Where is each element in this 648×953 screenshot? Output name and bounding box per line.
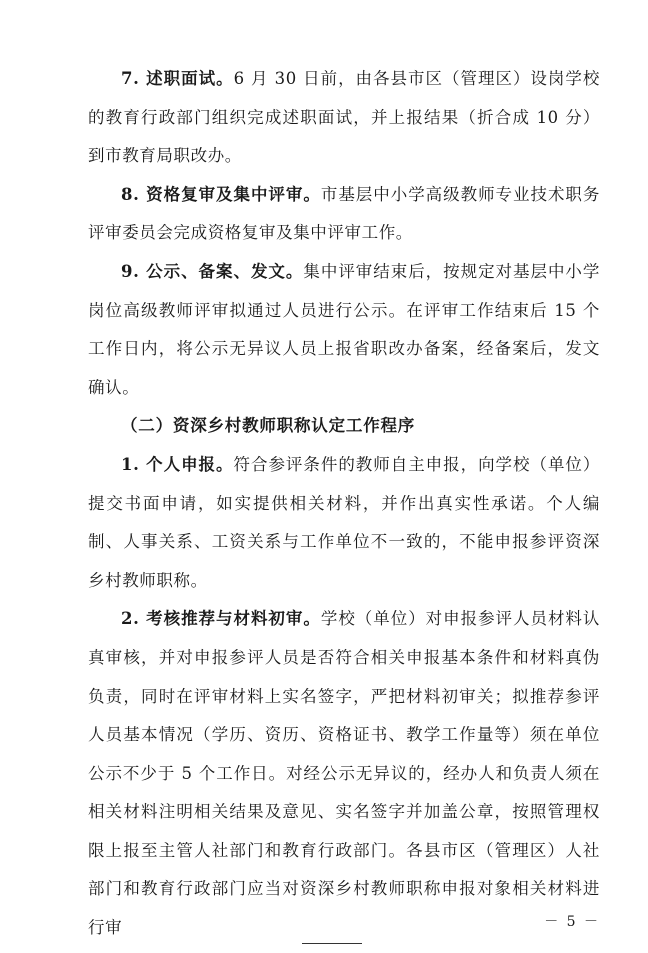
paragraph-item-8 bbox=[88, 176, 600, 253]
footer-divider bbox=[302, 943, 362, 944]
section-heading: （二）资深乡村教师职称认定工作程序 bbox=[121, 416, 416, 436]
paragraph-item-1 bbox=[88, 446, 600, 600]
item-heading: 9. 公示、备案、发文。 bbox=[121, 261, 304, 281]
item-text: 集中评审结束后，按规定对基层中小学岗位高级教师评审拟通过人员进行公示。在评审工作结束后 15 个工作日内，将公示无异议人员上报省职改办备案，经备案后，发文确认。 bbox=[88, 261, 600, 397]
document-body bbox=[88, 60, 600, 948]
item-text: 市基层中小学高级教师专业技术职务评审委员会完成资格复审及集中评审工作。 bbox=[88, 184, 600, 243]
item-text: 6 月 30 日前，由各县市区（管理区）设岗学校的教育行政部门组织完成述职面试，并上报结果（折合成 10 分）到市教育局职改办。 bbox=[88, 69, 600, 166]
item-heading: 8. 资格复审及集中评审。 bbox=[121, 184, 321, 204]
item-heading: 7. 述职面试。 bbox=[121, 69, 234, 88]
item-text: 学校（单位）对申报参评人员材料认真审核，并对申报参评人员是否符合相关申报基本条件和材料真伪负责，同时在评审材料上实名签字，严把材料初审关；拟推荐参评人员基本情况（学历、资历、资格证书、教学工作量等）须在单位公示不少于 5 个工作日。对经公示无异议的，经办人和负责人须在相关材料注明相关结果及意见、实名签字并加盖公章，按照管理权限上报至主管人社部门和教育行政部门。各县市区（管理区）人社部门和教育行政部门应当对资深乡村教师职称申报对象相关材料进行审 bbox=[88, 609, 600, 938]
paragraph-item-2 bbox=[88, 600, 600, 947]
paragraph-item-9 bbox=[88, 253, 600, 407]
item-heading: 2. 考核推荐与材料初审。 bbox=[121, 609, 321, 629]
page-number: － 5 － bbox=[544, 914, 600, 930]
item-text: 符合参评条件的教师自主申报，向学校（单位）提交书面申请，如实提供相关材料，并作出真实性承诺。个人编制、人事关系、工资关系与工作单位不一致的，不能申报参评资深乡村教师职称。 bbox=[88, 454, 600, 590]
paragraph-item-7 bbox=[88, 60, 600, 176]
item-heading: 1. 个人申报。 bbox=[121, 454, 234, 474]
